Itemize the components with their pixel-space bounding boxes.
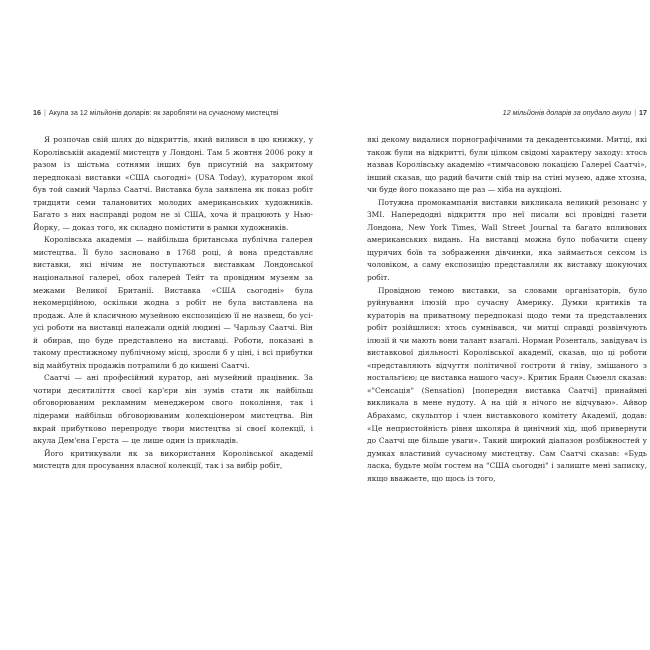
right-page-body (367, 134, 647, 485)
paragraph: Саатчі — ані професійний куратор, ані музейний працівник. За чотири десятиліття своєї кар'єри він зумів стати як найбільш обговорюваним рекламним менеджером свого покоління, так і лідерами найбільш обговорюваним колекціонером мистецтва. Він вкрай прибутково перепродує твори мистецтва зі своєї колекції, і акула Дем'єна Герста — це лише один із прикладів. (33, 373, 313, 446)
left-running-title: Акула за 12 мільйонів доларів: як заробляти на сучасному мистецтві (48, 108, 279, 117)
left-page-header (33, 108, 313, 118)
header-separator: | (634, 108, 636, 117)
header-separator: | (44, 108, 46, 117)
right-page (367, 108, 647, 485)
right-page-number: 17 (639, 108, 647, 117)
left-page-number: 16 (33, 108, 41, 117)
left-page (33, 108, 313, 473)
paragraph: Я розпочав свій шлях до відкриттів, який вилився в цю книжку, у Королівській академії мистецтв у Лондоні. Там 5 жовтня 2006 року я разом із шістьма сотнями інших був присутній на закритому передпоказі виставки «США сьогодні» (USA Today), куратором якої був той самий Чарльз Саатчі. Виставка була заявлена як показ робіт тридцяти семи талановитих молодих американських художників. Багато з них насправді родом не зі США, хоча й працюють у Нью-Йорку, — доказ того, як складно помістити в рамки художників. (33, 135, 313, 232)
right-page-header (367, 108, 647, 118)
left-page-body (33, 134, 313, 473)
paragraph: Потужна промокампанія виставки викликала великий резонанс у ЗМІ. Напередодні відкриття про неї писали всі провідні газети Лондона, New York Times, Wall Street Journal та багато впливових американських видань. На виставці можна було побачити сцену щурячих боїв та зображення дівчинки, яка займається сексом із чоловіком, а саму експозицію представляли як виставку шокуючих робіт. (367, 197, 647, 283)
paragraph-continued: які декому видалися порнографічними та декадентськими. Митці, які також були на відкритті, були цілком свідомі характеру заходу: хтось назвав Королівську академію «тимчасовою локацією Галереї Саатчі», інший сказав, що радий бачити свій твір на стіні музею, адже хтозна, чи буде його показано ще раз — хіба на аукціоні. (367, 135, 647, 195)
paragraph: Його критикували як за використання Королівської академії мистецтв для просування власної колекції, так і за вибір робіт, (33, 448, 313, 471)
paragraph: Королівська академія — найбільша британська публічна галерея мистецтва. Її було засновано в 1768 році, й вона представляє виставки, які нічим не поступаються виставкам Лондонської національної галереї, обох галерей Тейт та провідним музеям за межами Великої Британії. Виставка «США сьогодні» була некомерційною, оскільки жодна з робіт не була виставлена на продаж. Але й класичною музейною експозицією її не назвеш, бо усі-усі роботи на виставці належали одній людині — Чарльзу Саатчі. Він й обирав, що буде представлено на виставці. Роботи, показані в такому престижному публічному місці, зросли б у ціні, і всі прибутки від майбутніх продажів потрапили б до кишені Саатчі. (33, 235, 313, 370)
paragraph: Провідною темою виставки, за словами організаторів, було руйнування ілюзій про сучасну Америку. Думки критиків та кураторів на приватному передпоказі щодо теми та представлених робіт розійшлися: хтось сумнівався, чи митці справді розвінчують ілюзії й чи мають вони талант взагалі. Норман Розенталь, завідувач із виставкової діяльності Королівської академії, сказав, що ці роботи «представляють відчуття політичної гостроти й гніву, змішаного з ностальгією; це виставка нашого часу». Критик Браян Сьюелл сказав: «"Сенсація" (Sensation) [попередня виставка Саатчі] принаймні викликала в мене нудоту. А на цій я нічого не відчуваю». Айвор Абрахамс, скульптор і член виставкового комітету Академії, додав: «Це непристойність рівня школяра й цинічний хід, щоб привернути до Саатчі ще більше уваги». Такий широкий діапазон розбіжностей у думках властивий сучасному мистецтву. Сам Саатчі сказав: «Будь ласка, будьте моїм гостем на "США сьогодні" і залиште мені записку, якщо вважаєте, що щось із того, (367, 285, 647, 483)
right-running-title: 12 мільйонів доларів за опудало акули (502, 108, 632, 117)
